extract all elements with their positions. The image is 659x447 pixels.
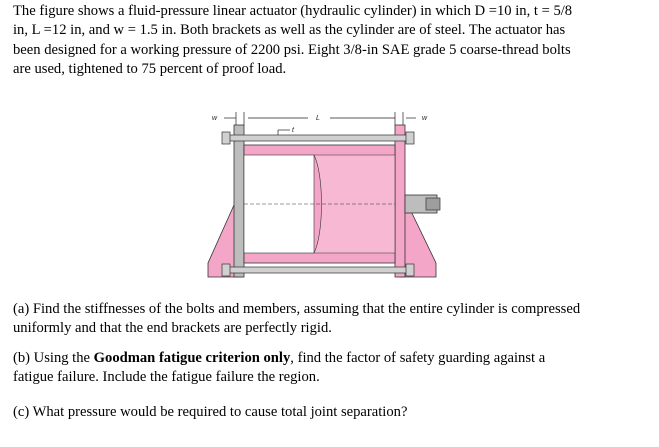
question-b-line-2: fatigue failure. Include the fatigue failure the region. [13,369,320,386]
goodman-emphasis: Goodman fatigue criterion only [93,350,291,366]
problem-statement [13,2,649,79]
label-w-right: w [422,115,428,122]
problem-line-1: The figure shows a fluid-pressure linear actuator (hydraulic cylinder) in which D =10 in, t = 5/8 [13,3,573,19]
question-a-line-2: uniformly and that the end brackets are perfectly rigid. [13,320,332,337]
label-t: t [292,127,294,134]
question-a-line-1: (a) Find the stiffnesses of the bolts and members, assuming that the entire cylinder is compressed [13,301,581,317]
question-b-line-1 [13,349,649,368]
label-L: L [316,115,320,122]
left-bracket [234,125,244,277]
cylinder-bore [244,155,314,253]
problem-line-2: in, L =12 in, and w = 1.5 in. Both brackets as well as the cylinder are of steel. The actuator has [13,22,566,39]
rod-end [426,198,440,210]
problem-line-4: are used, tightened to 75 percent of proof load. [13,60,287,77]
problem-line-3: been designed for a working pressure of 2200 psi. Eight 3/8-in SAE grade 5 coarse-thread bolts [13,41,571,58]
question-a [13,300,649,339]
question-b-suffix: , find the factor of safety guarding against a [290,350,546,366]
hydraulic-cylinder-figure [190,105,470,285]
label-w-left: w [212,115,218,122]
question-c [13,403,649,422]
question-c-line-1: (c) What pressure would be required to cause total joint separation? [13,404,408,420]
right-bracket [395,125,405,277]
question-b [13,349,649,388]
question-b-prefix: (b) Using the [13,350,94,366]
